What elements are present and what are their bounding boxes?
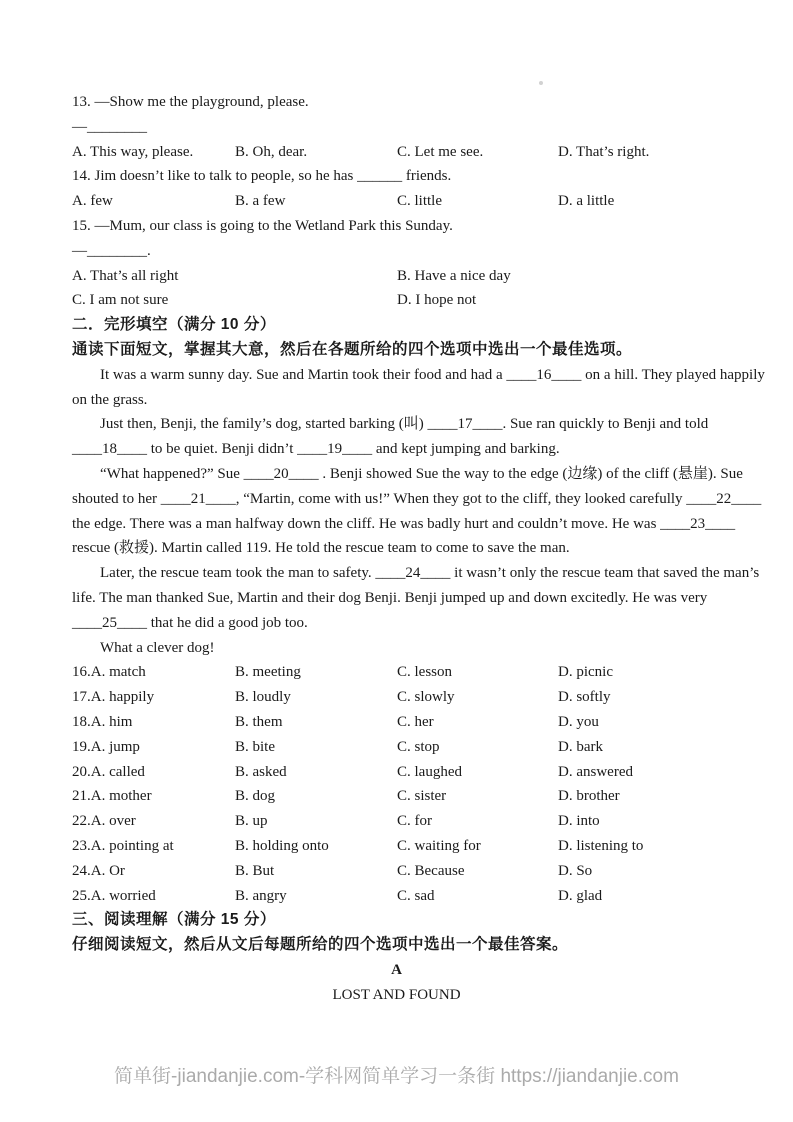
q18-option-b: B. them xyxy=(235,713,283,730)
q13-option-d: D. That’s right. xyxy=(558,143,650,160)
q13-answer-blank: —________ xyxy=(72,118,147,135)
q21-option-c: C. sister xyxy=(397,788,447,805)
q15-option-b: B. Have a nice day xyxy=(397,267,511,284)
cloze-passage-line: rescue (救援). Martin called 119. He told the rescue team to come to save the man. xyxy=(72,540,570,557)
cloze-passage-line: ____25____ that he did a good job too. xyxy=(72,614,308,631)
q13-option-b: B. Oh, dear. xyxy=(235,143,308,160)
cloze-instruction: 通读下面短文，掌握其大意，然后在各题所给的四个选项中选出一个最佳选项。 xyxy=(72,340,633,358)
reading-passage-label: A xyxy=(391,961,402,978)
q14-option-b: B. a few xyxy=(235,193,286,210)
q25-option-d: D. glad xyxy=(558,887,603,904)
q14-option-d: D. a little xyxy=(558,193,615,210)
q24-option-b: B. But xyxy=(235,862,275,879)
reading-instruction: 仔细阅读短文，然后从文后每题所给的四个选项中选出一个最佳答案。 xyxy=(72,936,569,954)
q18-options-row xyxy=(72,710,721,735)
q21-options-row xyxy=(72,784,721,809)
footer-watermark: 简单街-jiandanjie.com-学科网简单学习一条街 https://jiandanjie.com xyxy=(114,1066,679,1087)
q20-option-b: B. asked xyxy=(235,763,287,780)
q16-option-a: 16.A. match xyxy=(72,664,146,681)
q22-options-row xyxy=(72,809,721,834)
q22-option-d: D. into xyxy=(558,813,600,830)
cloze-passage-line: Just then, Benji, the family’s dog, started barking (叫) ____17____. Sue ran quickly to Benji and told xyxy=(100,416,709,433)
q14-options-row xyxy=(72,189,721,214)
q18-option-a: 18.A. him xyxy=(72,713,133,730)
cloze-passage-line: Later, the rescue team took the man to safety. ____24____ it wasn’t only the rescue team that saved the man’s xyxy=(100,565,760,582)
q14-stem: 14. Jim doesn’t like to talk to people, so he has ______ friends. xyxy=(72,168,452,185)
q15-option-a: A. That’s all right xyxy=(72,267,179,284)
q23-option-a: 23.A. pointing at xyxy=(72,837,174,854)
q17-option-b: B. loudly xyxy=(235,689,291,706)
q25-option-c: C. sad xyxy=(397,887,435,904)
q24-options-row xyxy=(72,859,721,884)
q24-option-a: 24.A. Or xyxy=(72,862,125,879)
q25-option-b: B. angry xyxy=(235,887,287,904)
q13-option-a: A. This way, please. xyxy=(72,143,194,160)
q20-option-a: 20.A. called xyxy=(72,763,145,780)
reading-section-heading: 三、阅读理解（满分 15 分） xyxy=(72,911,276,929)
cloze-passage-line: on the grass. xyxy=(72,391,148,408)
cloze-passage-line: “What happened?” Sue ____20____ . Benji showed Sue the way to the edge (边缘) of the cliff (悬崖). Sue xyxy=(100,465,743,482)
q15-options-row-1 xyxy=(72,264,721,289)
q17-options-row xyxy=(72,685,721,710)
q18-option-d: D. you xyxy=(558,713,599,730)
q20-options-row xyxy=(72,760,721,785)
q14-option-a: A. few xyxy=(72,193,113,210)
cloze-passage-line: What a clever dog! xyxy=(100,639,215,656)
cloze-passage-line: life. The man thanked Sue, Martin and their dog Benji. Benji jumped up and down excitedly. He was very xyxy=(72,589,708,606)
q13-stem: 13. —Show me the playground, please. xyxy=(72,94,309,110)
cloze-passage-line: shouted to her ____21____, “Martin, come with us!” When they got to the cliff, they looked carefully ____22____ xyxy=(72,490,762,507)
q16-options-row xyxy=(72,660,721,685)
reading-passage-title: LOST AND FOUND xyxy=(332,986,461,1003)
cloze-passage-line: the edge. There was a man halfway down the cliff. He was badly hurt and couldn’t move. He was ____23____ xyxy=(72,515,736,532)
q22-option-a: 22.A. over xyxy=(72,813,136,830)
q16-option-d: D. picnic xyxy=(558,664,613,681)
q24-option-c: C. Because xyxy=(397,862,465,879)
q22-option-c: C. for xyxy=(397,813,432,830)
q21-option-d: D. brother xyxy=(558,788,620,805)
cloze-passage-line: ____18____ to be quiet. Benji didn’t ____19____ and kept jumping and barking. xyxy=(72,441,560,458)
q20-option-d: D. answered xyxy=(558,763,633,780)
q24-option-d: D. So xyxy=(558,862,593,879)
q19-options-row xyxy=(72,735,721,760)
q15-options-row-2 xyxy=(72,288,721,313)
q15-answer-blank: —________. xyxy=(72,242,151,259)
q23-option-d: D. listening to xyxy=(558,837,644,854)
q18-option-c: C. her xyxy=(397,713,434,730)
q19-option-c: C. stop xyxy=(397,738,440,755)
q22-option-b: B. up xyxy=(235,813,268,830)
q19-option-a: 19.A. jump xyxy=(72,738,140,755)
q23-option-b: B. holding onto xyxy=(235,837,329,854)
q16-option-b: B. meeting xyxy=(235,664,301,681)
cloze-section-heading: 二．完形填空（满分 10 分） xyxy=(72,316,276,334)
q17-option-c: C. slowly xyxy=(397,689,455,706)
q20-option-c: C. laughed xyxy=(397,763,462,780)
q14-option-c: C. little xyxy=(397,193,442,210)
q25-options-row xyxy=(72,884,721,909)
q19-option-b: B. bite xyxy=(235,738,275,755)
q17-option-d: D. softly xyxy=(558,689,611,706)
cloze-passage-line: It was a warm sunny day. Sue and Martin took their food and had a ____16____ on a hill. They played happily xyxy=(100,366,765,383)
q19-option-d: D. bark xyxy=(558,738,603,755)
q23-option-c: C. waiting for xyxy=(397,837,481,854)
q15-stem: 15. —Mum, our class is going to the Wetland Park this Sunday. xyxy=(72,217,453,234)
q25-option-a: 25.A. worried xyxy=(72,887,156,904)
q21-option-b: B. dog xyxy=(235,788,276,805)
q13-options-row xyxy=(72,140,721,165)
stray-mark xyxy=(539,81,543,85)
q21-option-a: 21.A. mother xyxy=(72,788,152,805)
q15-option-d: D. I hope not xyxy=(397,292,477,309)
q17-option-a: 17.A. happily xyxy=(72,689,155,706)
q13-option-c: C. Let me see. xyxy=(397,143,484,160)
q23-options-row xyxy=(72,834,721,859)
q16-option-c: C. lesson xyxy=(397,664,453,681)
q15-option-c: C. I am not sure xyxy=(72,292,169,309)
